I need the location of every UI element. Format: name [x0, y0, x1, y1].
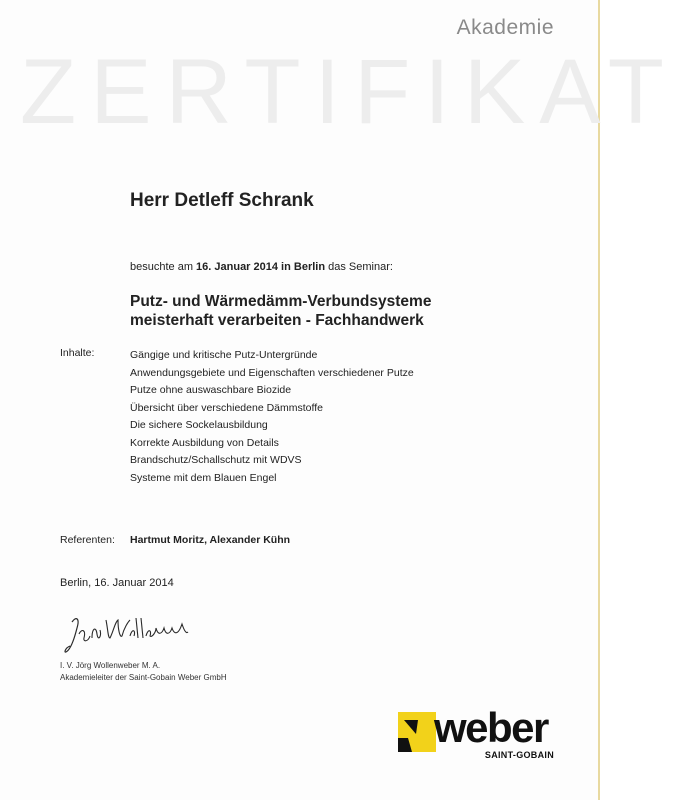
list-item: Die sichere Sockelausbildung [130, 419, 268, 431]
seminar-title-line-2: meisterhaft verarbeiten - Fachhandwerk [130, 312, 424, 329]
signatory-block [60, 660, 227, 684]
list-item: Anwendungsgebiete und Eigenschaften verschiedener Putze [130, 366, 414, 379]
list-item: Putze ohne auswaschbare Biozide [130, 384, 292, 396]
speakers-label: Referenten: [60, 534, 115, 546]
list-item: Korrekte Ausbildung von Details [130, 436, 279, 449]
signature-image [62, 608, 192, 658]
attendance-suffix: das Seminar: [328, 261, 393, 273]
list-item: Übersicht über verschiedene Dämmstoffe [130, 401, 323, 414]
contents-label: Inhalte: [60, 347, 95, 359]
akademie-label: Akademie [456, 16, 554, 39]
zertifikat-watermark: ZERTIFIKAT [20, 41, 678, 143]
seminar-title [130, 292, 550, 330]
attendance-line [130, 261, 393, 273]
weber-logo [398, 704, 556, 768]
attendance-prefix: besuchte am [130, 261, 193, 273]
signatory-name: I. V. Jörg Wollenweber M. A. [60, 661, 161, 670]
weber-logo-mark-icon [398, 712, 436, 752]
contents-list [130, 347, 414, 487]
speakers-names: Hartmut Moritz, Alexander Kühn [130, 534, 291, 546]
seminar-title-line-1: Putz- und Wärmedämm-Verbundsysteme [130, 293, 432, 310]
weber-logo-sub: SAINT-GOBAIN [484, 750, 554, 760]
list-item: Systeme mit dem Blauen Engel [130, 471, 277, 484]
weber-logo-word: weber [434, 704, 548, 751]
attendance-date-place: 16. Januar 2014 in Berlin [196, 261, 326, 273]
signatory-role: Akademieleiter der Saint-Gobain Weber GmbH [60, 673, 227, 682]
place-date: Berlin, 16. Januar 2014 [60, 577, 174, 589]
recipient-name: Herr Detleff Schrank [130, 190, 314, 211]
list-item: Brandschutz/Schallschutz mit WDVS [130, 454, 302, 466]
list-item: Gängige und kritische Putz-Untergründe [130, 349, 318, 361]
